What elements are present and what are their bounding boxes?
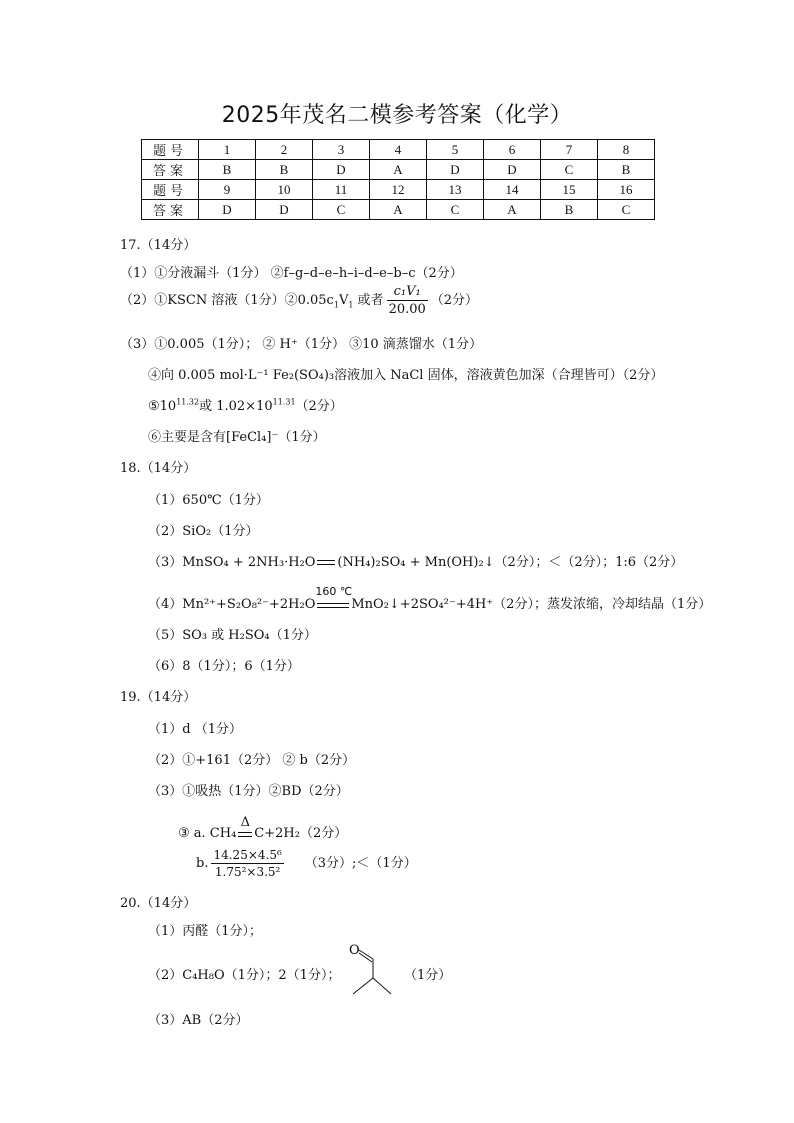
table-cell: 16 bbox=[598, 180, 655, 200]
row-header: 题号 bbox=[142, 180, 199, 200]
row-header: 答案 bbox=[142, 200, 199, 220]
table-cell: 3 bbox=[313, 140, 370, 160]
row-header: 题号 bbox=[142, 140, 199, 160]
q20-part1: （1）丙醛（1分）； bbox=[148, 924, 263, 939]
table-cell: A bbox=[370, 160, 427, 180]
answer-table-row bbox=[142, 160, 655, 180]
table-cell: 2 bbox=[256, 140, 313, 160]
q17-fraction: $\frac{\text{c₁V₁}}{20.00}$ bbox=[388, 284, 426, 317]
table-cell: 7 bbox=[541, 140, 598, 160]
isobutyraldehyde-structure bbox=[345, 938, 401, 1000]
q18-part5: （5）SO₃ 或 H₂SO₄（1分） bbox=[148, 628, 317, 643]
table-cell: C bbox=[598, 200, 655, 220]
table-cell: 4 bbox=[370, 140, 427, 160]
table-cell: C bbox=[541, 160, 598, 180]
q20-heading: 20.（14分） bbox=[120, 896, 197, 911]
q18-heading: 18.（14分） bbox=[120, 461, 197, 476]
table-cell: 5 bbox=[427, 140, 484, 160]
table-cell: B bbox=[598, 160, 655, 180]
heat-condition: Δ bbox=[236, 827, 254, 841]
table-cell: 13 bbox=[427, 180, 484, 200]
table-cell: D bbox=[313, 160, 370, 180]
q20-part2-score: （1分） bbox=[404, 968, 452, 983]
row-header: 答案 bbox=[142, 160, 199, 180]
table-cell: C bbox=[427, 200, 484, 220]
q19-part3-3a: ③ a. CH₄ Δ C+2H₂（2分） bbox=[178, 814, 348, 841]
q20-part3: （3）AB（2分） bbox=[148, 1013, 249, 1028]
table-cell: 15 bbox=[541, 180, 598, 200]
table-cell: B bbox=[541, 200, 598, 220]
q18-part3: （3）MnSO₄ + 2NH₃·H₂O (NH₄)₂SO₄ + Mn(OH)₂↓（2分）；＜（2分）；1:6（2分） bbox=[148, 555, 684, 570]
table-cell: 9 bbox=[199, 180, 256, 200]
methyl-bond-left bbox=[353, 978, 373, 994]
q19-part2: （2）①+161（2分） ② b（2分） bbox=[148, 753, 356, 768]
table-cell: 12 bbox=[370, 180, 427, 200]
equals-sign bbox=[315, 558, 337, 568]
q18-part2: （2）SiO₂（1分） bbox=[148, 524, 259, 539]
table-cell: D bbox=[256, 200, 313, 220]
q17-heading: 17.（14分） bbox=[120, 238, 197, 253]
q17-part2: （2）①KSCN 溶液（1分）$②0.05c_1V_1$ 或者 $\frac{\text{c₁V₁}}{20.00}$ （2分） bbox=[120, 284, 479, 317]
q19-heading: 19.（14分） bbox=[120, 690, 197, 705]
table-cell: A bbox=[484, 200, 541, 220]
table-cell: 11 bbox=[313, 180, 370, 200]
table-cell: 1 bbox=[199, 140, 256, 160]
q18-part4: （4）Mn²⁺+S₂O₈²⁻+2H₂O 160 ℃ MnO₂↓+2SO₄²⁻+4H⁺（2分）；蒸发浓缩，冷却结晶（1分） bbox=[148, 584, 712, 612]
q17-part1: （1）①分液漏斗（1分） ②f–g–d–e–h–i–d–e–b–c（2分） bbox=[120, 266, 463, 281]
table-cell: B bbox=[256, 160, 313, 180]
q17-part3: （3）①0.005（1分）； ② H⁺（1分） ③10 滴蒸馏水（1分） bbox=[120, 337, 483, 352]
table-cell: 8 bbox=[598, 140, 655, 160]
table-cell: D bbox=[427, 160, 484, 180]
answer-table-row bbox=[142, 180, 655, 200]
q17-part3-5: $⑤10^{11.32}$或 $1.02\times 10^{11.31}(2$分） bbox=[148, 397, 343, 414]
table-cell: 14 bbox=[484, 180, 541, 200]
table-cell: 10 bbox=[256, 180, 313, 200]
q19-part3: （3）①吸热（1分）②BD（2分） bbox=[148, 784, 349, 799]
table-cell: D bbox=[484, 160, 541, 180]
table-cell: B bbox=[199, 160, 256, 180]
q18-part1: （1）650℃（1分） bbox=[148, 493, 269, 508]
q17-part3-4: ④向 0.005 mol·L⁻¹ Fe₂(SO₄)₃溶液加入 NaCl 固体，溶液黄色加深（合理皆可）（2分） bbox=[148, 368, 664, 383]
oxygen-label: O bbox=[349, 943, 360, 958]
q18-part6: （6）8（1分）；6（1分） bbox=[148, 659, 300, 674]
methyl-bond-right bbox=[373, 978, 391, 994]
answer-table-row bbox=[142, 200, 655, 220]
table-cell: D bbox=[199, 200, 256, 220]
page-title: 2025年茂名二模参考答案（化学） bbox=[221, 103, 573, 128]
table-cell: A bbox=[370, 200, 427, 220]
table-cell: 6 bbox=[484, 140, 541, 160]
q17-part3-6: ⑥主要是含有[FeCl₄]⁻（1分） bbox=[148, 430, 326, 445]
answer-table-row bbox=[142, 140, 655, 160]
q19-fraction: $\frac{\text{14.25×4.5⁶}}{\text{1.75²×3.5²}}$ bbox=[213, 848, 282, 879]
q19-part1: （1）d （1分） bbox=[148, 722, 242, 737]
reaction-condition: 160 ℃ bbox=[315, 598, 351, 612]
answer-table bbox=[141, 139, 655, 220]
q20-part2: （2）C₄H₈O（1分）；2（1分）； bbox=[148, 968, 341, 983]
q19-part3-3b: b. $\frac{\text{14.25×4.5⁶}}{\text{1.75²×3.5²}}$ （3分）;＜（1分） bbox=[196, 848, 417, 879]
table-cell: C bbox=[313, 200, 370, 220]
